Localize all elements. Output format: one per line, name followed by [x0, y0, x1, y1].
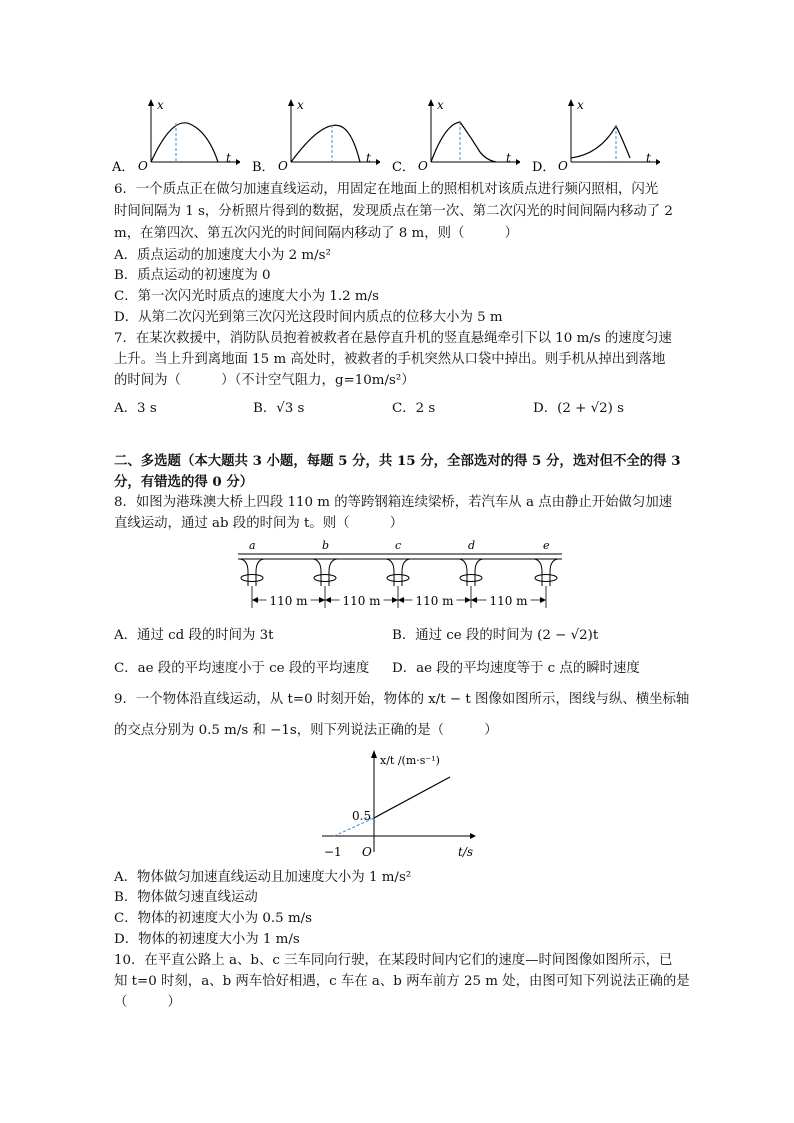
q5a-letter: A． [112, 160, 135, 175]
section2-heading-1: 二、多选题（本大题共 3 小题，每题 5 分，共 15 分，全部选对的得 5 分，选对但不全的得 3 [114, 453, 681, 469]
q6-option-b[interactable]: B．质点运动的初速度为 0 [114, 268, 271, 283]
q6-option-d[interactable]: D．从第二次闪光到第三次闪光这段时间内质点的位移大小为 5 m [114, 310, 503, 325]
q7-option-a[interactable]: A．3 s [114, 401, 157, 416]
q5b-x-label: x [297, 98, 304, 112]
span-arrow-right [319, 597, 325, 603]
q8-line-1: 8．如图为港珠澳大桥上四段 110 m 的等跨钢箱连续梁桥，若汽车从 a 点由静止开始做匀加速 [114, 495, 673, 510]
q6-line-1: 6．一个质点正在做匀加速直线运动，用固定在地面上的照相机对该质点进行频闪照相，闪光 [114, 182, 659, 197]
q5-graph-a [110, 96, 240, 176]
bridge-point-d: d [468, 539, 476, 552]
q7-line-3: 的时间为（ ）（不计空气阻力，g=10m/s²） [114, 373, 415, 388]
span-arrow-right [392, 597, 398, 603]
q5b-letter: B． [252, 160, 275, 175]
q9-origin: O [362, 845, 372, 859]
bridge-pier-e [534, 559, 558, 608]
q9-graph [318, 742, 488, 864]
q10-line-3: （ ） [114, 995, 181, 1010]
q10-line-2: 知 t=0 时刻，a、b 两车恰好相遇，c 车在 a、b 两车前方 25 m 处，由图可知下列说法正确的是 [114, 974, 690, 989]
q5c-letter: C． [392, 160, 415, 175]
q9-x-intercept: −1 [324, 845, 342, 859]
q8-option-b[interactable]: B．通过 ce 段的时间为 (2 − √2)t [392, 628, 599, 643]
bridge-point-b: b [322, 539, 330, 552]
q9-option-c[interactable]: C．物体的初速度大小为 0.5 m/s [114, 911, 313, 926]
q9-xlabel: t/s [458, 845, 474, 859]
span-length-label: 110 m [489, 594, 528, 608]
bridge-point-e: e [543, 539, 550, 552]
q5b-t-label: t [366, 151, 371, 165]
q9-line-1: 9．一个物体沿直线运动，从 t=0 时刻开始，物体的 x/t − t 图像如图所示，图线与纵、横坐标轴 [114, 692, 690, 707]
bridge-point-c: c [395, 539, 402, 552]
q9-y-intercept: 0.5 [352, 809, 372, 823]
q5d-letter: D． [532, 160, 556, 175]
q8-line-2: 直线运动，通过 ab 段的时间为 t。则（ ） [114, 516, 404, 531]
span-length-label: 110 m [415, 594, 454, 608]
bridge-point-a: a [249, 539, 256, 552]
q7-line-1: 7．在某次救援中，消防队员抱着被救者在悬停直升机的竖直悬绳牵引下以 10 m/s 的速度匀速 [114, 331, 672, 346]
section2-heading-2: 分，有错选的得 0 分） [114, 474, 254, 490]
q9-line-2: 的交点分别为 0.5 m/s 和 −1s，则下列说法正确的是（ ） [114, 723, 498, 738]
q5-graph-b [250, 96, 380, 176]
span-arrow-right [465, 597, 471, 603]
q5a-x-label: x [157, 98, 164, 112]
span-length-label: 110 m [269, 594, 308, 608]
span-arrow-right [540, 597, 546, 603]
q6-option-a[interactable]: A．质点运动的加速度大小为 2 m/s² [114, 248, 331, 263]
q5a-origin: O [138, 159, 148, 173]
q5c-x-label: x [437, 98, 444, 112]
bridge-pier-b [313, 559, 337, 608]
q9-ylabel: x/t /(m·s⁻¹) [380, 754, 440, 767]
q7-option-d[interactable]: D．(2 + √2) s [533, 401, 625, 416]
q9-option-d[interactable]: D．物体的初速度大小为 1 m/s [114, 932, 300, 947]
bridge-pier-a [240, 559, 264, 608]
span-arrow-left [471, 597, 477, 603]
q6-line-2: 时间间隔为 1 s，分析照片得到的数据，发现质点在第一次、第二次闪光的时间间隔内移动了 2 [114, 204, 673, 219]
q5-graph-d [530, 96, 660, 176]
q7-line-2: 上升。当上升到离地面 15 m 高处时，被救者的手机突然从口袋中掉出。则手机从掉出到落地 [114, 352, 666, 367]
q6-line-3: m，在第四次、第五次闪光的时间间隔内移动了 8 m，则（ ） [114, 226, 518, 241]
span-arrow-left [398, 597, 404, 603]
q6-option-c[interactable]: C．第一次闪光时质点的速度大小为 1.2 m/s [114, 289, 379, 304]
q8-option-a[interactable]: A．通过 cd 段的时间为 3t [114, 628, 274, 643]
q5d-origin: O [558, 159, 568, 173]
q5d-t-label: t [646, 151, 651, 165]
bridge-diagram [230, 538, 570, 614]
q9-option-a[interactable]: A．物体做匀加速直线运动且加速度大小为 1 m/s² [114, 870, 412, 885]
q8-option-c[interactable]: C．ae 段的平均速度小于 ce 段的平均速度 [114, 661, 370, 676]
q5d-x-label: x [577, 98, 584, 112]
q5c-t-label: t [506, 151, 511, 165]
bridge-pier-d [459, 559, 483, 608]
q5c-origin: O [418, 159, 428, 173]
q8-option-d[interactable]: D．ae 段的平均速度等于 c 点的瞬时速度 [392, 661, 640, 676]
q7-option-b[interactable]: B．√3 s [253, 401, 305, 416]
q5-graph-c [390, 96, 520, 176]
q9-option-b[interactable]: B．物体做匀速直线运动 [114, 890, 258, 905]
bridge-pier-c [386, 559, 410, 608]
q10-line-1: 10．在平直公路上 a、b、c 三车同向行驶，在某段时间内它们的速度—时间图像如图所示，已 [114, 953, 673, 968]
q5b-origin: O [278, 159, 288, 173]
span-length-label: 110 m [342, 594, 381, 608]
span-arrow-left [325, 597, 331, 603]
q5a-t-label: t [226, 151, 231, 165]
q7-option-c[interactable]: C．2 s [392, 401, 436, 416]
span-arrow-left [252, 597, 258, 603]
